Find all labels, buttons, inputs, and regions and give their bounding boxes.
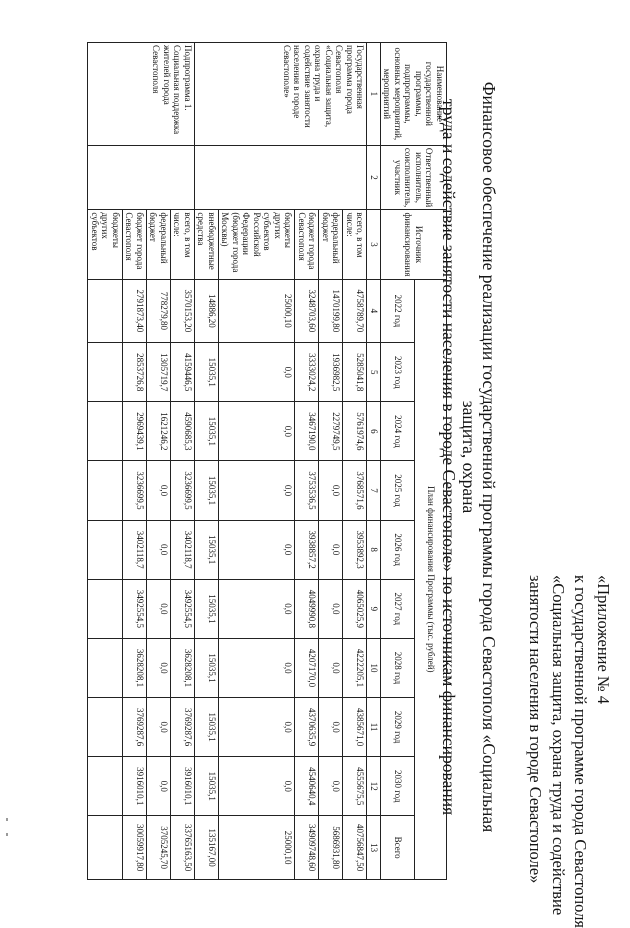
source-label: внебюджетные средства	[195, 210, 219, 279]
header-plan: План финансирования Программы (тыс. рублей)	[415, 279, 447, 879]
value-cell: 3916010,1	[171, 757, 195, 816]
value-cell: 1936982,5	[319, 343, 343, 402]
value-cell	[88, 638, 123, 697]
rotated-page	[22, 22, 617, 928]
header-year: 2030 год	[381, 757, 415, 816]
value-cell: 0,0	[219, 638, 296, 697]
value-cell: 25000,10	[219, 816, 296, 880]
header-year: 2025 год	[381, 461, 415, 520]
column-number: 7	[367, 461, 381, 520]
value-cell: 4222205,1	[343, 638, 367, 697]
value-cell: 3769287,6	[123, 698, 147, 757]
header-total: Всего	[381, 816, 415, 880]
value-cell: 30059917,80	[123, 816, 147, 880]
column-number: 12	[367, 757, 381, 816]
column-number: 11	[367, 698, 381, 757]
program-executor	[195, 145, 368, 210]
value-cell: 3402118,7	[171, 520, 195, 579]
value-cell: 0,0	[147, 579, 171, 638]
value-cell: 15035,1	[195, 757, 219, 816]
value-cell: 3492554,5	[171, 579, 195, 638]
value-cell: 4540640,4	[295, 757, 319, 816]
value-cell: 3753536,5	[295, 461, 319, 520]
value-cell: 3248703,60	[295, 279, 319, 343]
value-cell: 0,0	[319, 757, 343, 816]
value-cell: 3769287,6	[171, 698, 195, 757]
document-title	[439, 62, 499, 852]
value-cell: 33765163,50	[171, 816, 195, 880]
header-year: 2024 год	[381, 402, 415, 461]
value-cell: 15035,1	[195, 343, 219, 402]
value-cell	[88, 698, 123, 757]
header-year: 2029 год	[381, 698, 415, 757]
source-label: бюджет города Севастополя	[295, 210, 319, 279]
value-cell: 3768571,6	[343, 461, 367, 520]
title-line: Финансовое обеспечение реализации государственной программы города Севастополя «Социальная защита, охрана	[459, 81, 499, 833]
column-number: 5	[367, 343, 381, 402]
value-cell: 1621246,2	[147, 402, 171, 461]
value-cell: 0,0	[319, 461, 343, 520]
header-year: 2028 год	[381, 638, 415, 697]
source-label: федеральный бюджет	[147, 210, 171, 279]
value-cell: 4207170,0	[295, 638, 319, 697]
column-number: 10	[367, 638, 381, 697]
value-cell: 4758789,70	[343, 279, 367, 343]
value-cell: 5761974,6	[343, 402, 367, 461]
value-cell: 15035,1	[195, 638, 219, 697]
value-cell: 0,0	[219, 579, 296, 638]
value-cell: 0,0	[319, 579, 343, 638]
column-number: 9	[367, 579, 381, 638]
column-number: 2	[367, 145, 381, 210]
value-cell: 3333024,2	[295, 343, 319, 402]
value-cell: 2969439,1	[123, 402, 147, 461]
value-cell: 0,0	[219, 461, 296, 520]
value-cell	[88, 461, 123, 520]
value-cell: 25000,10	[219, 279, 296, 343]
subprogram-executor	[88, 145, 195, 210]
header-executor: Ответственный исполнитель, соисполнитель, участник	[381, 145, 447, 210]
value-cell: 2791873,40	[123, 279, 147, 343]
appendix-line: к государственной программе города Севастополя	[571, 575, 591, 928]
value-cell: 2853726,8	[123, 343, 147, 402]
subprogram-name: Подпрограмма 1. Социальная поддержка жителей города Севастополя	[88, 43, 195, 146]
value-cell: 2279749,5	[319, 402, 343, 461]
value-cell	[88, 757, 123, 816]
value-cell: 0,0	[319, 520, 343, 579]
value-cell: 4370635,9	[295, 698, 319, 757]
value-cell: 4159446,5	[171, 343, 195, 402]
column-number: 8	[367, 520, 381, 579]
value-cell	[88, 402, 123, 461]
appendix-line: «Приложение № 4	[594, 575, 613, 705]
value-cell: 3570153,20	[171, 279, 195, 343]
appendix-heading	[524, 575, 614, 928]
program-name: Государственная программа города Севастополя «Социальная защита, охрана труда и содействие занятости населения в городе Севастополе»	[195, 43, 368, 146]
value-cell: 5686931,80	[319, 816, 343, 880]
value-cell	[88, 343, 123, 402]
source-label: федеральный бюджет	[319, 210, 343, 279]
value-cell: 3467190,0	[295, 402, 319, 461]
value-cell: 3402118,7	[123, 520, 147, 579]
value-cell: 0,0	[319, 698, 343, 757]
title-line: труда и содействие занятости населения в городе Севастополе» по источникам финансирования	[439, 98, 459, 816]
value-cell: 3236699,5	[123, 461, 147, 520]
value-cell: 15035,1	[195, 520, 219, 579]
value-cell: 0,0	[147, 520, 171, 579]
appendix-line: занятости населения в городе Севастополе»	[526, 575, 546, 884]
value-cell: 3628208,1	[171, 638, 195, 697]
column-number: 6	[367, 402, 381, 461]
header-year: 2022 год	[381, 279, 415, 343]
source-label: бюджеты других субъектов Российской Федерации (бюджет города Москвы)	[219, 210, 296, 279]
value-cell: 778279,80	[147, 279, 171, 343]
source-label: всего, в том числе:	[343, 210, 367, 279]
value-cell: 4590685,3	[171, 402, 195, 461]
header-year: 2023 год	[381, 343, 415, 402]
header-program-name: Наименование государственной программы, подпрограммы, основных мероприятий, мероприятий	[381, 43, 447, 146]
value-cell: 34909748,60	[295, 816, 319, 880]
value-cell: 0,0	[147, 638, 171, 697]
value-cell: 4049990,8	[295, 579, 319, 638]
financing-table	[88, 42, 448, 880]
value-cell: 0,0	[147, 461, 171, 520]
value-cell: 0,0	[319, 638, 343, 697]
value-cell	[88, 816, 123, 880]
value-cell: 4385671,0	[343, 698, 367, 757]
scan-speck	[6, 818, 8, 821]
header-year: 2027 год	[381, 579, 415, 638]
value-cell: 15035,1	[195, 579, 219, 638]
value-cell	[88, 279, 123, 343]
source-label: бюджеты других субъектов	[88, 210, 123, 279]
value-cell: 5285041,8	[343, 343, 367, 402]
value-cell: 0,0	[147, 698, 171, 757]
value-cell: 3916010,1	[123, 757, 147, 816]
value-cell: 1470199,80	[319, 279, 343, 343]
value-cell: 0,0	[219, 402, 296, 461]
value-cell: 3492554,5	[123, 579, 147, 638]
appendix-line: «Социальная защита, охрана труда и содействие	[549, 575, 568, 916]
value-cell: 0,0	[219, 698, 296, 757]
column-number: 4	[367, 279, 381, 343]
value-cell	[88, 520, 123, 579]
value-cell: 3236699,5	[171, 461, 195, 520]
value-cell: 14886,20	[195, 279, 219, 343]
value-cell: 1305719,7	[147, 343, 171, 402]
scan-speck	[6, 833, 8, 836]
source-label: бюджет города Севастополя	[123, 210, 147, 279]
header-source: Источник финансирования	[381, 210, 447, 279]
value-cell: 3705245,70	[147, 816, 171, 880]
value-cell: 4555675,5	[343, 757, 367, 816]
value-cell: 135167,00	[195, 816, 219, 880]
value-cell: 0,0	[219, 520, 296, 579]
value-cell: 4065025,9	[343, 579, 367, 638]
value-cell: 3628208,1	[123, 638, 147, 697]
value-cell: 40756847,50	[343, 816, 367, 880]
value-cell: 3953892,3	[343, 520, 367, 579]
source-label: всего, в том числе:	[171, 210, 195, 279]
value-cell: 0,0	[219, 343, 296, 402]
header-year: 2026 год	[381, 520, 415, 579]
value-cell: 0,0	[147, 757, 171, 816]
column-number: 13	[367, 816, 381, 880]
value-cell: 3938857,2	[295, 520, 319, 579]
value-cell: 15035,1	[195, 698, 219, 757]
value-cell: 0,0	[219, 757, 296, 816]
value-cell	[88, 579, 123, 638]
column-number: 3	[367, 210, 381, 279]
value-cell: 15035,1	[195, 461, 219, 520]
value-cell: 15035,1	[195, 402, 219, 461]
column-number: 1	[367, 43, 381, 146]
